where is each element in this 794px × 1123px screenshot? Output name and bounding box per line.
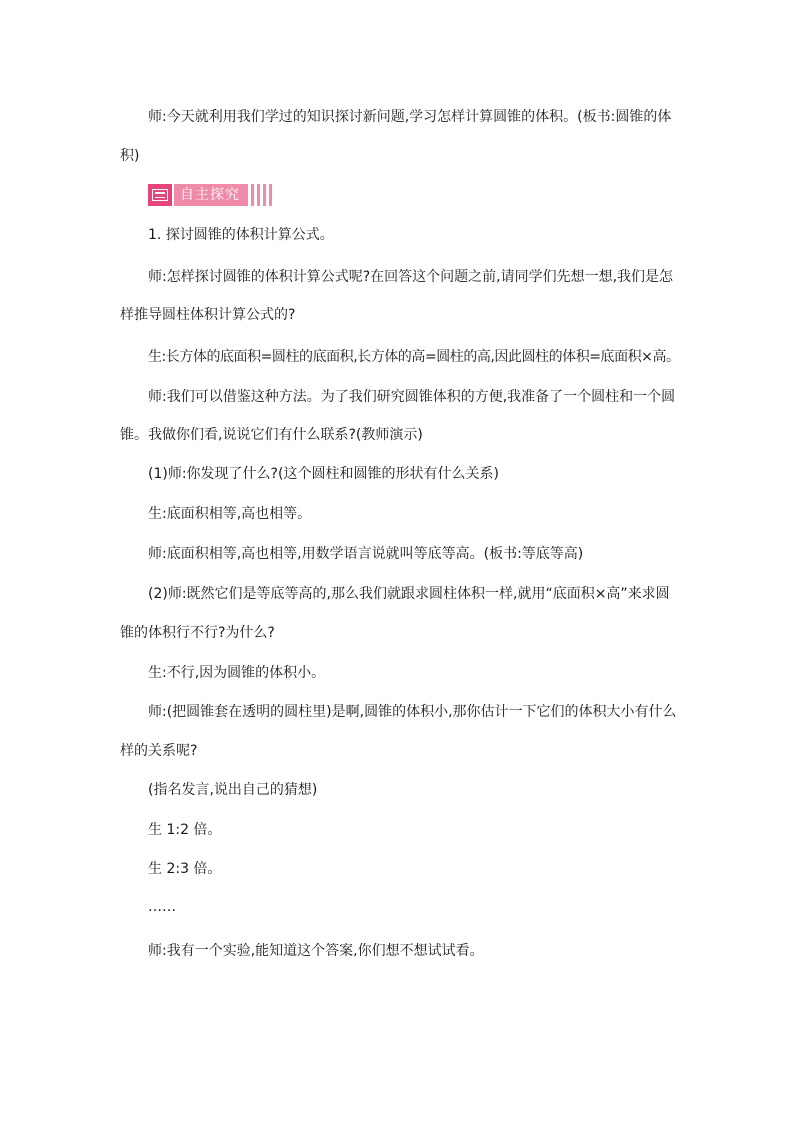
paragraph-line: 锥的体积行不行?为什么?	[120, 625, 275, 641]
section-two-icon	[148, 184, 172, 206]
paragraph-line: (1)师:你发现了什么?(这个圆柱和圆锥的形状有什么关系)	[148, 466, 499, 482]
paragraph-line: 生:长方体的底面积=圆柱的底面积,长方体的高=圆柱的高,因此圆柱的体积=底面积×高。	[148, 349, 680, 365]
paragraph-line: 锥。我做你们看,说说它们有什么联系?(教师演示)	[120, 427, 423, 443]
paragraph-line: 样的关系呢?	[120, 743, 198, 759]
paragraph-line: 师:今天就利用我们学过的知识探讨新问题,学习怎样计算圆锥的体积。(板书:圆锥的体	[148, 109, 672, 125]
section-header	[148, 184, 298, 206]
paragraph-line: 生:底面积相等,高也相等。	[148, 506, 312, 522]
paragraph-line: (2)师:既然它们是等底等高的,那么我们就跟求圆柱体积一样,就用“底面积×高”来求圆	[148, 586, 670, 602]
paragraph-line: 生 2:3 倍。	[148, 861, 222, 877]
paragraph-line: 积)	[120, 148, 140, 164]
paragraph-line: 师:底面积相等,高也相等,用数学语言说就叫等底等高。(板书:等底等高)	[148, 546, 584, 562]
paragraph-line: 样推导圆柱体积计算公式的?	[120, 307, 296, 323]
paragraph-line: 生:不行,因为圆锥的体积小。	[148, 665, 326, 681]
paragraph-line: 师:怎样探讨圆锥的体积计算公式呢?在回答这个问题之前,请同学们先想一想,我们是怎	[148, 269, 674, 285]
section-title: 自主探究	[174, 184, 248, 206]
paragraph-line: 生 1:2 倍。	[148, 822, 222, 838]
paragraph-line: (指名发言,说出自己的猜想)	[148, 782, 318, 798]
paragraph-line: 师:我们可以借鉴这种方法。为了我们研究圆锥体积的方便,我准备了一个圆柱和一个圆	[148, 389, 676, 405]
paragraph-line: ……	[148, 899, 176, 915]
banner-stripes	[251, 184, 275, 206]
paragraph-line: 师:我有一个实验,能知道这个答案,你们想不想试试看。	[148, 943, 484, 959]
paragraph-line: 1. 探讨圆锥的体积计算公式。	[148, 227, 334, 243]
paragraph-line: 师:(把圆锥套在透明的圆柱里)是啊,圆锥的体积小,那你估计一下它们的体积大小有什么	[148, 704, 677, 720]
